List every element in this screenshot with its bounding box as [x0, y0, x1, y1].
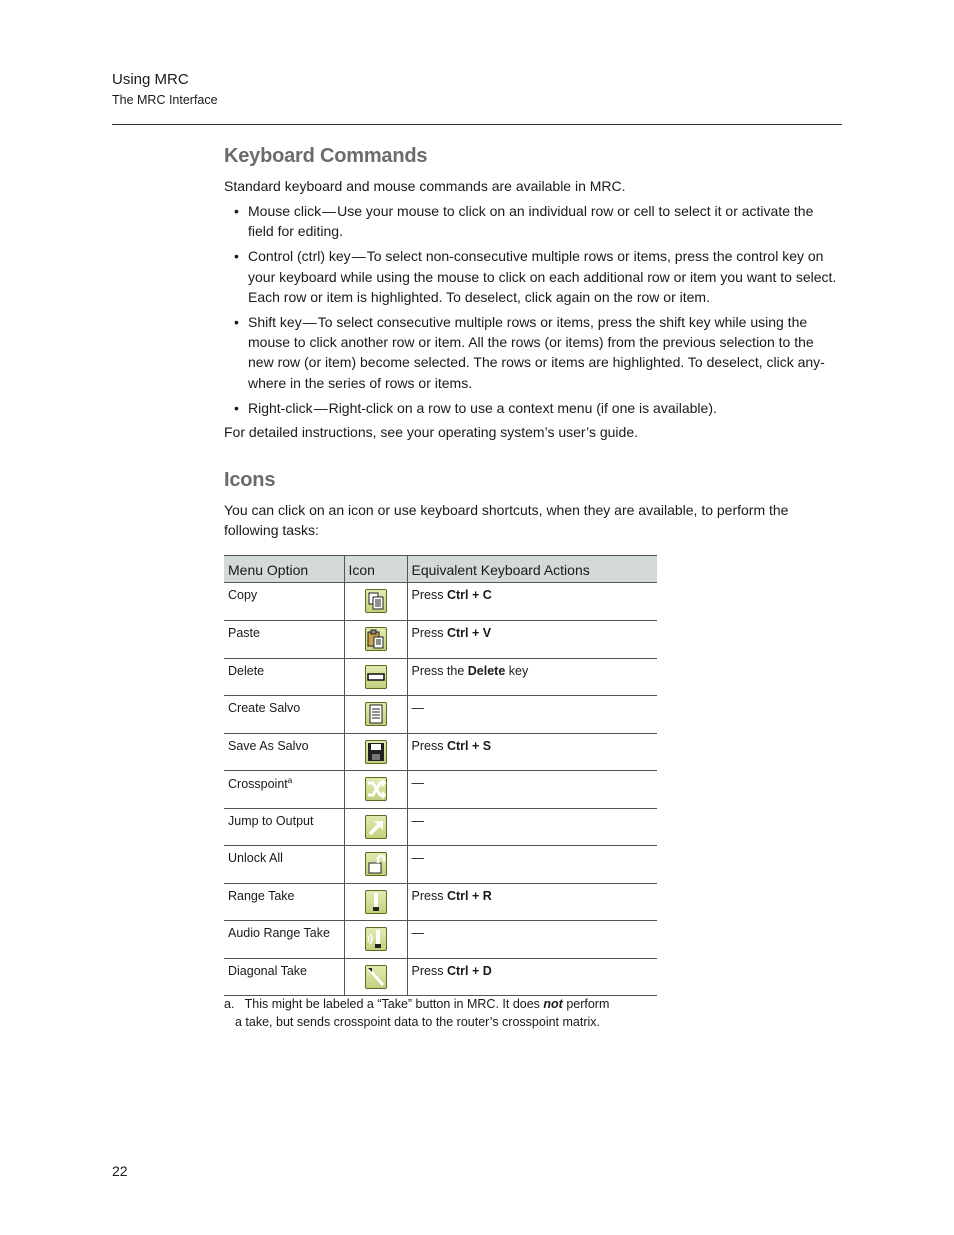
cell-keyboard-action — [407, 808, 657, 846]
cell-menu-option — [224, 958, 344, 996]
bullet-shift-key: • Shift key—To select consecutive multiple rows or items, press the shift key while using the mouse to click another row or item. All the rows (or items) from the previous selection to the new row (or item) become selected. The rows or items are highlighted. To deselect, click any-where in the series of rows or items. — [234, 314, 825, 391]
cell-icon — [344, 846, 407, 884]
table-row — [224, 658, 657, 696]
table-row — [224, 958, 657, 996]
action-text-post: key — [505, 663, 529, 678]
cell-keyboard-action — [407, 958, 657, 996]
action-text-pre: Press — [411, 888, 447, 903]
cell-icon — [344, 621, 407, 659]
table-row — [224, 808, 657, 846]
create-salvo-icon[interactable] — [365, 702, 387, 726]
bullet-term: Right-click — [248, 399, 313, 416]
action-text-pre: Press the — [411, 663, 468, 678]
key-combo: Ctrl + C — [446, 588, 492, 602]
heading-keyboard-commands: Keyboard Commands — [224, 145, 428, 167]
menu-option-label: Paste — [228, 626, 260, 640]
keyboard-closing: For detailed instructions, see your operating system’s user’s guide. — [224, 424, 638, 440]
action-text-pre: Press — [411, 626, 447, 640]
cell-menu-option — [224, 696, 344, 734]
table-footnote — [224, 996, 644, 1031]
cell-keyboard-action — [407, 846, 657, 884]
footnote-marker: a. — [224, 997, 235, 1011]
menu-option-label: Range Take — [228, 888, 295, 903]
footnote-text-3: a take, but sends crosspoint data to the router’s crosspoint matrix. — [235, 1014, 601, 1029]
bullet-term: Mouse click — [248, 203, 322, 219]
menu-option-label: Copy — [228, 588, 258, 602]
cell-keyboard-action — [407, 696, 657, 734]
cell-icon — [344, 583, 407, 621]
audio-range-take-icon[interactable] — [365, 927, 387, 951]
table-row — [224, 621, 657, 659]
cell-icon — [344, 808, 407, 846]
cell-icon — [344, 733, 407, 771]
bullet-control-key: • Control (ctrl) key—To select non-consecutive multiple rows or items, press the control key on your keyboard while using the mouse to click on each additional row or item you want to select. Each row or item is highlighted. To deselect, click again on the row or item. — [234, 248, 837, 305]
menu-option-label: Unlock All — [228, 851, 283, 865]
table-row — [224, 883, 657, 921]
menu-option-label: Audio Range Take — [228, 926, 330, 940]
cell-menu-option — [224, 733, 344, 771]
bullet-text: To select non-consecutive multiple rows or items, press the control key on your keyboard while using the mouse to click on each additional row or item you want to select. Each row or item is highlighted. To deselect, click again on the row or item. — [248, 248, 837, 305]
keyboard-bullet-list — [234, 201, 842, 423]
cell-keyboard-action — [407, 658, 657, 696]
table-row — [224, 583, 657, 621]
menu-option-label: Create Salvo — [228, 701, 301, 715]
table-row — [224, 696, 657, 734]
bullet-term: Control (ctrl) key — [248, 248, 351, 265]
key-combo: Delete — [467, 663, 506, 678]
cell-menu-option — [224, 883, 344, 921]
footnote-text-1: This might be labeled a “Take” button in MRC. It does — [244, 997, 544, 1011]
paste-icon[interactable] — [365, 627, 387, 651]
key-combo: Ctrl + D — [446, 963, 492, 978]
diagonal-take-icon[interactable] — [365, 965, 387, 989]
cell-icon — [344, 696, 407, 734]
menu-option-label: Diagonal Take — [228, 963, 307, 978]
running-head-chapter: Using MRC — [112, 71, 189, 88]
page-number: 22 — [112, 1163, 128, 1179]
bullet-term: Shift key — [248, 314, 302, 331]
col-header-keyboard-actions: Equivalent Keyboard Actions — [407, 556, 657, 583]
running-head-section: The MRC Interface — [112, 93, 218, 107]
cell-keyboard-action — [407, 583, 657, 621]
cell-icon — [344, 921, 407, 959]
heading-icons: Icons — [224, 469, 276, 491]
icons-intro: You can click on an icon or use keyboard shortcuts, when they are available, to perform the following tasks: — [224, 502, 789, 538]
copy-icon[interactable] — [365, 589, 387, 613]
action-text-pre: — — [411, 776, 424, 790]
cell-menu-option — [224, 771, 344, 809]
footnote-emphasis: not — [543, 997, 563, 1011]
delete-icon[interactable] — [365, 665, 387, 689]
action-text-pre: — — [411, 851, 424, 865]
table-row — [224, 733, 657, 771]
cell-menu-option — [224, 921, 344, 959]
action-text-pre: — — [411, 701, 424, 715]
cell-menu-option — [224, 621, 344, 659]
save-icon[interactable] — [365, 740, 387, 764]
cell-menu-option — [224, 846, 344, 884]
key-combo: Ctrl + S — [446, 738, 492, 753]
action-text-pre: Press — [411, 738, 447, 753]
bullet-text: Right-click on a row to use a context menu (if one is available). — [328, 399, 717, 416]
keyboard-intro: Standard keyboard and mouse commands are available in MRC. — [224, 178, 626, 194]
cell-keyboard-action — [407, 733, 657, 771]
crosspoint-icon[interactable] — [365, 777, 387, 801]
key-combo: Ctrl + R — [446, 888, 492, 903]
jump-arrow-icon[interactable] — [365, 815, 387, 839]
cell-keyboard-action — [407, 621, 657, 659]
range-take-icon[interactable] — [365, 890, 387, 914]
bullet-text: Use your mouse to click on an individual row or cell to select it or activate the field for editing. — [248, 203, 814, 240]
bullet-text: To select consecutive multiple rows or items, press the shift key while using the mouse to click another row or item. All the rows (or items) from the previous selection to the new row (or item) become selected. The rows or items are highlighted. To deselect, click any-where in the series of rows or items. — [248, 314, 825, 391]
bullet-right-click: • Right-click—Right-click on a row to use a context menu (if one is available). — [234, 399, 717, 416]
action-text-pre: — — [411, 926, 424, 940]
cell-icon — [344, 771, 407, 809]
footnote-ref: a — [287, 776, 293, 785]
cell-icon — [344, 658, 407, 696]
menu-option-label: Crosspoint — [228, 777, 288, 792]
bullet-mouse-click: • Mouse click—Use your mouse to click on an individual row or cell to select it or activate the field for editing. — [234, 203, 814, 240]
header-rule — [112, 124, 842, 125]
action-text-pre: Press — [411, 588, 447, 602]
menu-option-label: Save As Salvo — [228, 738, 309, 753]
menu-option-label: Jump to Output — [228, 813, 314, 828]
cell-keyboard-action — [407, 883, 657, 921]
cell-keyboard-action — [407, 921, 657, 959]
cell-icon — [344, 883, 407, 921]
cell-menu-option — [224, 583, 344, 621]
action-text-pre: — — [411, 813, 424, 828]
table-header-row — [224, 556, 657, 583]
unlock-icon[interactable] — [365, 852, 387, 876]
icons-table — [224, 555, 657, 996]
col-header-menu-option: Menu Option — [224, 556, 344, 583]
key-combo: Ctrl + V — [446, 626, 492, 640]
cell-icon — [344, 958, 407, 996]
table-row — [224, 846, 657, 884]
footnote-text-2: perform — [562, 997, 610, 1011]
table-row — [224, 771, 657, 809]
col-header-icon: Icon — [344, 556, 407, 583]
table-row — [224, 921, 657, 959]
cell-menu-option — [224, 808, 344, 846]
cell-menu-option — [224, 658, 344, 696]
cell-keyboard-action — [407, 771, 657, 809]
menu-option-label: Delete — [228, 663, 265, 678]
action-text-pre: Press — [411, 963, 447, 978]
